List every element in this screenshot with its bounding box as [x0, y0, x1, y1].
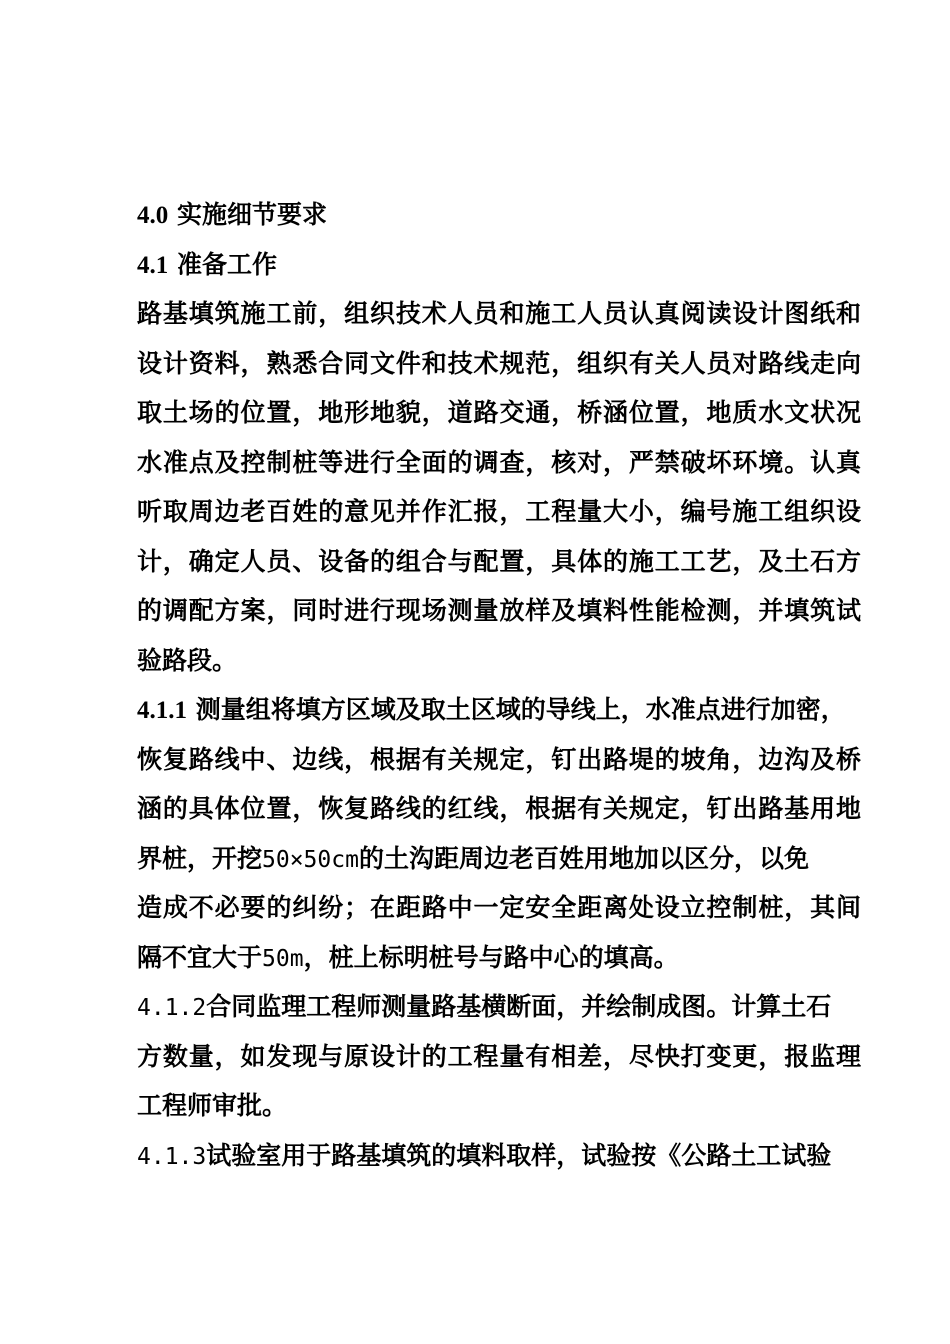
section-number: 4.0	[137, 202, 169, 229]
paragraph-preparation	[137, 289, 861, 685]
section-heading-4-1	[137, 240, 861, 290]
section-heading-4-0	[137, 190, 861, 240]
item-line: 方数量，如发现与原设计的工程量有相差，尽快打变更，报监理	[137, 1041, 861, 1071]
item-number: 4.1.3	[137, 1143, 207, 1170]
paragraph-line: 听取周边老百姓的意见并作汇报，工程量大小，编号施工组织设	[137, 497, 861, 526]
item-line-dimension	[137, 834, 861, 884]
document-body	[137, 190, 861, 1180]
item-line: 涵的具体位置，恢复路线的红线，根据有关规定，钉出路基用地	[137, 794, 861, 823]
section-title: 实施细节要求	[176, 200, 327, 229]
item-line: 工程师审批。	[137, 1091, 288, 1120]
paragraph-line: 水准点及控制桩等进行全面的调查，核对，严禁破坏环境。认真	[137, 447, 861, 477]
paragraph-line: 取土场的位置，地形地貌，道路交通，桥涵位置，地质水文状况	[137, 398, 861, 427]
item-first-line	[137, 1131, 861, 1181]
paragraph-line: 计，确定人员、设备的组合与配置，具体的施工工艺，及土石方	[137, 546, 861, 576]
item-4-1-3	[137, 1131, 861, 1181]
item-first-line	[137, 982, 861, 1032]
item-text: ，桩上标明桩号与路中心的填高。	[303, 942, 679, 972]
dimension-value: 50×50cm	[262, 846, 359, 873]
item-text: 测量组将填方区域及取土区域的导线上，水准点进行加密，	[195, 695, 846, 724]
item-number: 4.1.2	[137, 995, 207, 1021]
item-text: 合同监理工程师测量路基横断面，并绘制成图。计算土石	[206, 992, 832, 1021]
paragraph-line: 设计资料，熟悉合同文件和技术规范，组织有关人员对路线走向	[137, 348, 861, 378]
item-text: 界桩，开挖	[137, 843, 263, 873]
item-line: 恢复路线中、边线，根据有关规定，钉出路堤的坡角，边沟及桥	[137, 744, 861, 774]
paragraph-line: 路基填筑施工前，组织技术人员和施工人员认真阅读设计图纸和	[137, 299, 861, 328]
item-text: 试验室用于路基填筑的填料取样，试验按《公路土工试验	[206, 1140, 832, 1170]
spacing-value: 50m	[262, 945, 304, 972]
item-4-1-2	[137, 982, 861, 1131]
item-text: 的土沟距周边老百姓用地加以区分，以免	[358, 843, 809, 873]
paragraph-line: 验路段。	[137, 645, 238, 675]
item-4-1-1	[137, 685, 861, 982]
section-number: 4.1	[137, 251, 169, 279]
item-number: 4.1.1	[137, 697, 187, 724]
paragraph-line: 的调配方案，同时进行现场测量放样及填料性能检测，并填筑试	[137, 596, 861, 625]
item-line-spacing	[137, 933, 861, 983]
item-line: 造成不必要的纠纷；在距路中一定安全距离处设立控制桩，其间	[137, 893, 861, 922]
item-first-line	[137, 685, 861, 735]
item-text: 隔不宜大于	[137, 942, 263, 972]
section-title: 准备工作	[176, 249, 277, 279]
